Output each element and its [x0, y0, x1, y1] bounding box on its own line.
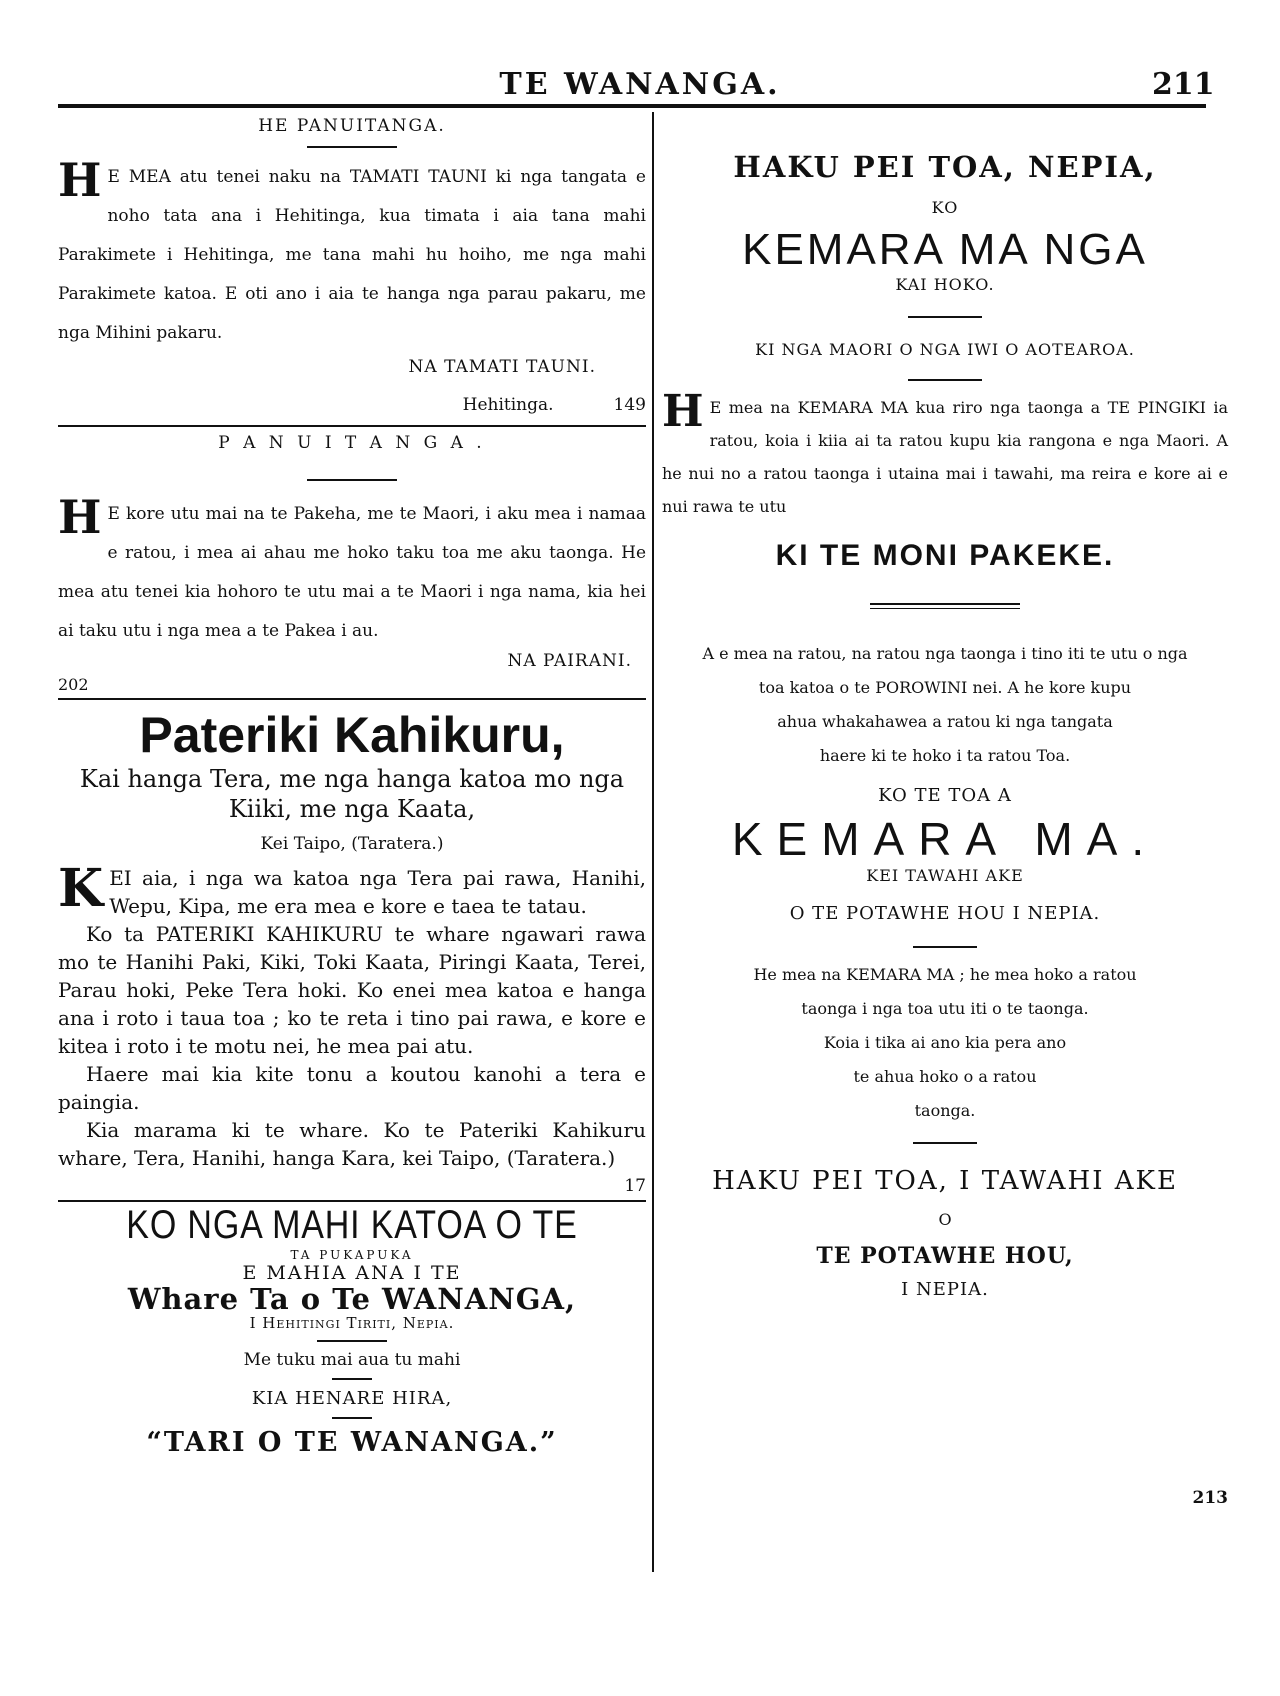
notice-signature: NA TAMATI TAUNI. — [408, 357, 596, 377]
notice-number: 202 — [58, 675, 89, 694]
short-rule — [908, 379, 982, 381]
hoko-line-1: He mea na KEMARA MA ; he mea hoko a ratou — [753, 965, 1137, 984]
notice-footer — [58, 395, 646, 415]
advert-number: 213 — [1192, 1488, 1228, 1508]
short-rule — [332, 1417, 372, 1419]
drop-cap: H — [662, 386, 704, 437]
notice-heading: P A N U I T A N G A . — [218, 433, 486, 453]
notice-body — [58, 490, 646, 651]
prices-line-4: haere ki te hoko i ta ratou Toa. — [819, 746, 1071, 765]
notice-tamati-tauni — [58, 116, 646, 427]
prices-line-3: ahua whakahawea a ratou ki nga tangata — [777, 712, 1113, 731]
notice-text: E kore utu mai na te Pakeha, me te Maori, i aku mea i namaa e ratou, i mea ai ahau me hoko taku toa me aku taonga. He mea atu tenei kia hohoro te utu mai a te Maori i nga nama, kia hei ai taku utu i nga mea a te Pakea i au. — [58, 504, 646, 641]
printing-title: KO NGA MAHI KATOA O TE — [126, 1203, 578, 1247]
kemara-text: E mea na KEMARA MA kua riro nga taonga a TE PINGIKI ia ratou, koia i kiia ai ta ratou kupu kia rangona e nga Maori. A he nui no a ratou taonga i utaina mai i tawahi, ma reira e kore ai e nui rawa te utu — [662, 398, 1228, 516]
notice-body — [58, 153, 646, 353]
short-rule — [908, 316, 982, 318]
short-rule — [317, 1340, 387, 1342]
section-rule — [58, 425, 646, 427]
printing-line-3: E MAHIA ANA I TE — [242, 1262, 462, 1284]
advert-printing — [58, 1202, 646, 1458]
potawhe-line: O TE POTAWHE HOU I NEPIA. — [789, 903, 1101, 924]
double-rule-top — [870, 603, 1020, 605]
advert-pateriki-kahikuru — [58, 706, 646, 1202]
drop-cap: H — [58, 153, 102, 207]
hoko-paragraph — [662, 958, 1228, 1128]
left-column — [58, 112, 646, 1458]
short-rule — [307, 479, 397, 481]
double-rule-bottom — [870, 608, 1020, 609]
header-rule — [58, 104, 1206, 108]
prices-line-1: A e mea na ratou, na ratou nga taonga i tino iti te utu o nga — [702, 644, 1188, 663]
printing-line-4: Whare Ta o Te WANANGA, — [127, 1282, 577, 1316]
hoko-line-5: taonga. — [914, 1101, 976, 1120]
short-rule — [913, 946, 977, 948]
notice-text: E MEA atu tenei naku na TAMATI TAUNI ki nga tangata e noho tata ana i Hehitinga, kua timata i aia tana mahi Parakimete i Hehitinga, me tana mahi hu hoiho, me nga mahi Parakimete katoa. E oti ano i aia te hanga nga parau pakaru, me nga Mihini pakaru. — [58, 167, 646, 343]
advert-subtitle: Kai hanga Tera, me nga hanga katoa mo nga Kiiki, me nga Kaata, — [79, 765, 625, 823]
prices-line-2: toa katoa o te POROWINI nei. A he kore kupu — [758, 678, 1132, 697]
printing-line-7: KIA HENARE HIRA, — [251, 1388, 453, 1409]
kemara-title: KEMARA MA NGA — [742, 225, 1148, 274]
notice-number: 149 — [613, 395, 646, 415]
i-nepia: I NEPIA. — [901, 1279, 989, 1300]
kei-tawahi-line: KEI TAWAHI AKE — [866, 866, 1024, 885]
audience-line: KI NGA MAORI O NGA IWI O AOTEAROA. — [755, 340, 1135, 359]
notice-heading: HE PANUITANGA. — [258, 116, 446, 136]
prices-paragraph — [662, 637, 1228, 773]
advert-name: Pateriki Kahikuru, — [139, 707, 565, 763]
notice-pairani — [58, 433, 646, 700]
moni-heading: KI TE MONI PAKEKE. — [775, 539, 1115, 572]
kemara-body — [662, 386, 1228, 523]
te-potawhe-hou: TE POTAWHE HOU, — [816, 1243, 1074, 1269]
right-column — [662, 112, 1228, 1508]
haku-pei-tawahi-heading: HAKU PEI TOA, I TAWAHI AKE — [712, 1166, 1178, 1196]
advert-body — [58, 858, 646, 920]
page-number: 211 — [1152, 67, 1215, 102]
notice-place: Hehitinga. — [462, 395, 554, 415]
short-rule — [913, 1142, 977, 1144]
ko-te-toa-label: KO TE TOA A — [878, 785, 1012, 806]
hoko-line-4: te ahua hoko o a ratou — [853, 1067, 1037, 1086]
kai-hoko-label: KAI HOKO. — [895, 275, 995, 294]
advert-para-2: Ko ta PATERIKI KAHIKURU te whare ngawari rawa mo te Hanihi Paki, Kiki, Toki Kaata, Piringi Kaata, Terei, Parau hoki, Peke Tera hoki. Ko enei mea katoa e hanga ana i roto i taua toa ; ko te reta i tino pai rawa, e kore e kitea i roto i te motu nei, he mea pai atu. — [58, 922, 646, 1058]
haku-pei-heading: HAKU PEI TOA, NEPIA, — [733, 150, 1157, 184]
advert-para-4: Kia marama ki te whare. Ko te Pateriki Kahikuru whare, Tera, Hanihi, hanga Kara, kei Taipo, (Taratera.) — [58, 1118, 646, 1170]
o-label: O — [938, 1210, 952, 1229]
drop-cap: K — [58, 858, 104, 919]
printing-line-6: Me tuku mai aua tu mahi — [243, 1350, 461, 1370]
printing-line-2: TA PUKAPUKA — [290, 1248, 414, 1262]
newspaper-title: TE WANANGA. — [499, 67, 781, 102]
printing-line-8: “TARI O TE WANANGA.” — [146, 1427, 558, 1458]
advert-location: Kei Taipo, (Taratera.) — [260, 834, 444, 854]
advert-para-1: EI aia, i nga wa katoa nga Tera pai rawa, Hanihi, Wepu, Kipa, me era mea e kore e taea te tatau. — [109, 866, 646, 918]
short-rule — [332, 1378, 372, 1380]
notice-signature: NA PAIRANI. — [507, 651, 632, 671]
kemara-ma-title: KEMARA MA. — [731, 813, 1159, 865]
advert-number: 17 — [624, 1176, 646, 1196]
advert-para-3: Haere mai kia kite tonu a koutou kanohi a tera e paingia. — [58, 1062, 646, 1114]
hoko-line-2: taonga i nga toa utu iti o te taonga. — [801, 999, 1089, 1018]
short-rule — [307, 146, 397, 148]
ko-label: KO — [931, 198, 959, 217]
section-rule — [58, 698, 646, 700]
hoko-line-3: Koia i tika ai ano kia pera ano — [823, 1033, 1067, 1052]
drop-cap: H — [58, 490, 102, 544]
printing-line-5: I Hehitingi Tiriti, Nepia. — [249, 1314, 455, 1332]
column-divider — [652, 112, 654, 1572]
